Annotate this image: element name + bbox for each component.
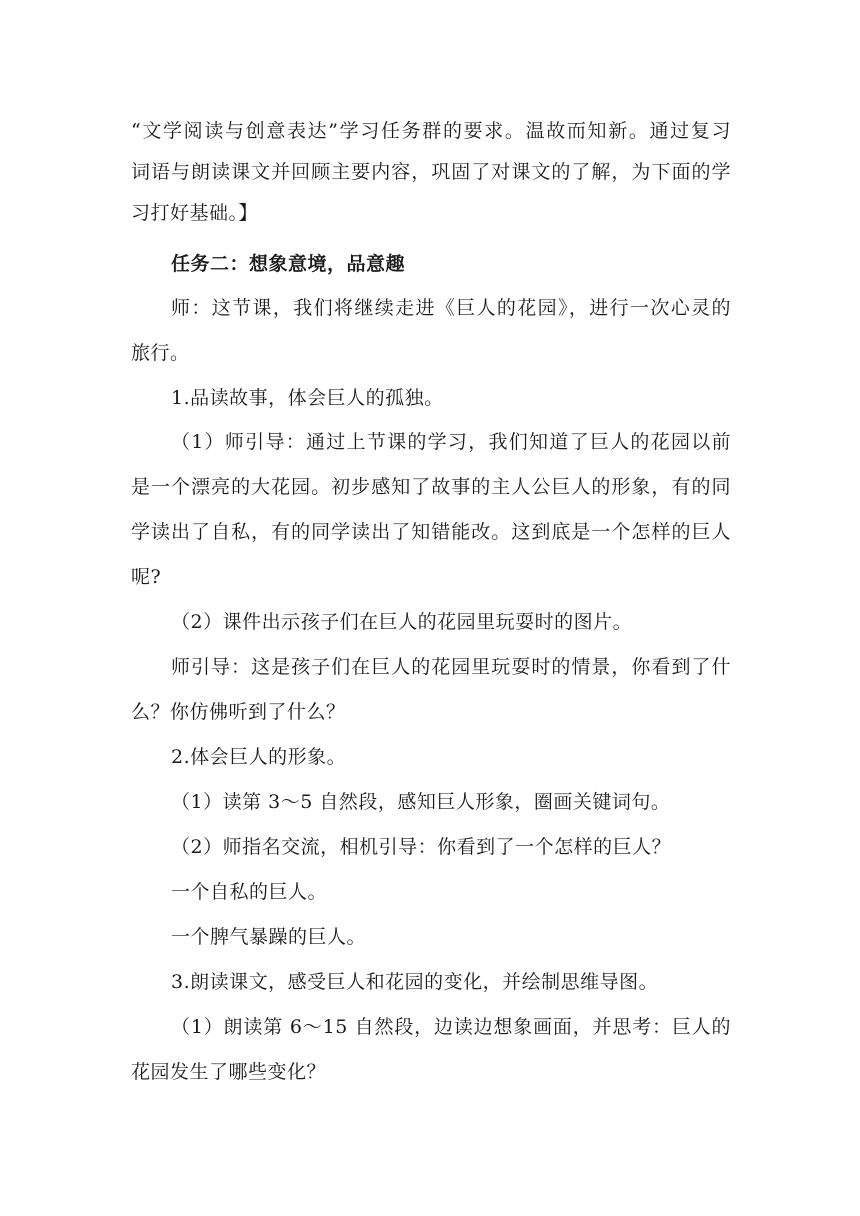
paragraph-line: 一个脾气暴躁的巨人。 xyxy=(171,926,367,948)
paragraph-line: 旅行。 xyxy=(131,342,190,364)
section-heading: 任务二：想象意境，品意趣 xyxy=(171,253,406,275)
paragraph-line: “文学阅读与创意表达”学习任务群的要求。温故而知新。通过复习 xyxy=(131,120,731,142)
list-item-heading: 1.品读故事，体会巨人的孤独。 xyxy=(171,387,444,409)
paragraph-line: 词语与朗读课文并回顾主要内容，巩固了对课文的了解，为下面的学 xyxy=(131,161,731,183)
paragraph-line: （1）朗读第 6～15 自然段，边读边想象画面，并思考：巨人的 xyxy=(171,1016,731,1038)
paragraph-line: （1）读第 3～5 自然段，感知巨人形象，圈画关键词句。 xyxy=(171,791,671,813)
paragraph-line: （1）师引导：通过上节课的学习，我们知道了巨人的花园以前 xyxy=(171,431,731,453)
paragraph-line: 学读出了自私，有的同学读出了知错能改。这到底是一个怎样的巨人 xyxy=(131,521,731,543)
list-item-heading: 2.体会巨人的形象。 xyxy=(171,746,347,768)
paragraph-line: 花园发生了哪些变化？ xyxy=(131,1061,327,1083)
paragraph-line: （2）课件出示孩子们在巨人的花园里玩耍时的图片。 xyxy=(171,611,633,633)
paragraph-line: 一个自私的巨人。 xyxy=(171,881,328,903)
paragraph-line: 习打好基础。】 xyxy=(131,202,259,224)
paragraph-line: 么？你仿佛听到了什么？ xyxy=(131,701,346,723)
paragraph-line: 师引导：这是孩子们在巨人的花园里玩耍时的情景，你看到了什 xyxy=(171,656,731,678)
paragraph-line: 呢? xyxy=(131,566,162,588)
paragraph-line: （2）师指名交流，相机引导：你看到了一个怎样的巨人？ xyxy=(171,836,672,858)
paragraph-line: 师：这节课，我们将继续走进《巨人的花园》，进行一次心灵的 xyxy=(171,297,731,319)
list-item-heading: 3.朗读课文，感受巨人和花园的变化，并绘制思维导图。 xyxy=(171,971,659,993)
paragraph-line: 是一个漂亮的大花园。初步感知了故事的主人公巨人的形象，有的同 xyxy=(131,476,731,498)
